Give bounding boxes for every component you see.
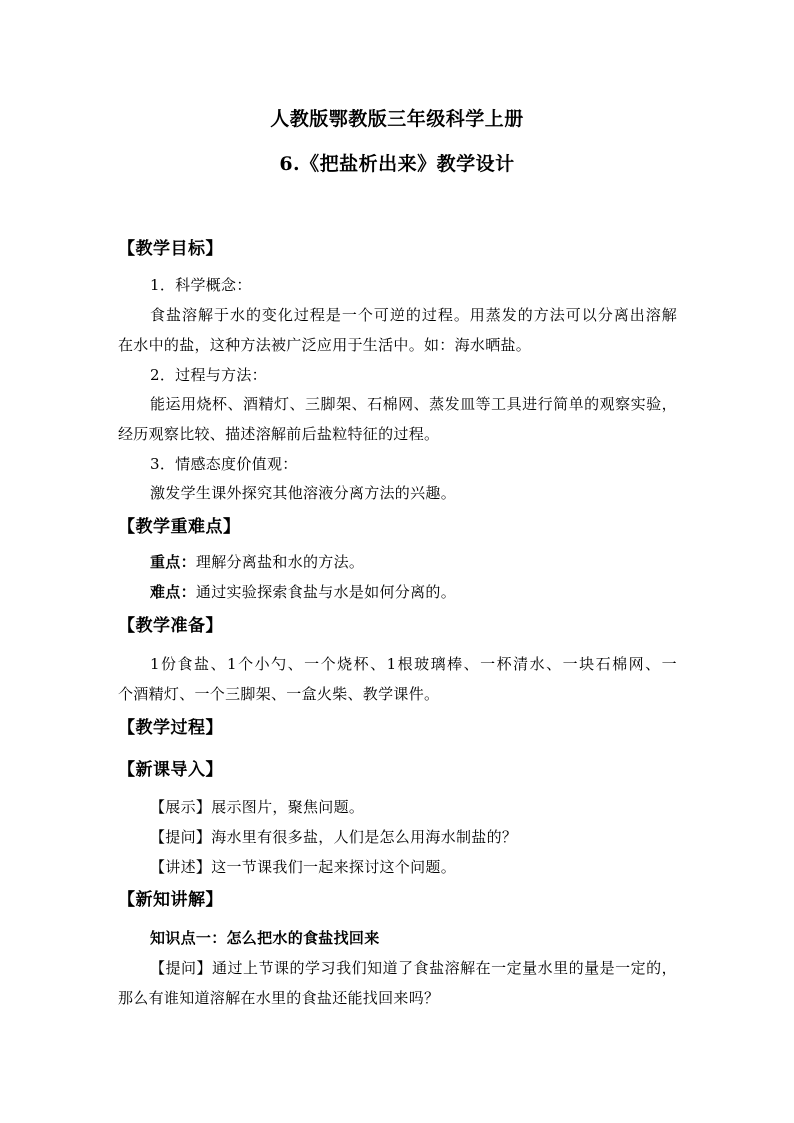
doc-title-lesson: 6.《把盐析出来》教学设计 [279,153,515,175]
goal3-line1: 激发学生课外探究其他溶液分离方法的兴趣。 [150,484,457,502]
goal2-line1: 能运用烧杯、酒精灯、三脚架、石棉网、蒸发皿等工具进行简单的观察实验， [150,395,677,413]
goal1-line2: 在水中的盐，这种方法被广泛应用于生活中。如：海水晒盐。 [118,336,532,354]
heading-preparation: 【教学准备】 [118,616,223,636]
key-point-line [150,551,364,572]
heading-new-knowledge: 【新知讲解】 [118,890,223,910]
doc-title-series: 人教版鄂教版三年级科学上册 [270,108,524,130]
heading-teaching-goals: 【教学目标】 [118,239,223,259]
goal3-title: 3．情感态度价值观： [150,455,298,473]
prep-line1: 1份食盐、1个小勺、一个烧杯、1根玻璃棒、一杯清水、一块石棉网、一 [150,655,677,673]
intro-talk: 【讲述】这一节课我们一起来探讨这个问题。 [150,858,457,876]
heading-process: 【教学过程】 [118,718,223,738]
difficulty-text: 通过实验探索食盐与水是如何分离的。 [195,583,457,601]
goal2-title: 2．过程与方法： [150,366,267,384]
key-point-label: 重点： [150,553,196,571]
heading-key-points: 【教学重难点】 [118,517,241,537]
point1-line2: 那么有谁知道溶解在水里的食盐还能找回来吗？ [118,989,440,1007]
difficulty-line [150,581,456,602]
difficulty-label: 难点： [150,583,196,601]
point1-line1: 【提问】通过上节课的学习我们知道了食盐溶解在一定量水里的量是一定的， [150,959,677,977]
key-point-text: 理解分离盐和水的方法。 [195,553,365,571]
point1-title: 知识点一：怎么把水的食盐找回来 [150,929,380,947]
goal1-line1: 食盐溶解于水的变化过程是一个可逆的过程。用蒸发的方法可以分离出溶解 [150,306,677,324]
prep-line2: 个酒精灯、一个三脚架、一盒火柴、教学课件。 [118,685,440,703]
goal2-line2: 经历观察比较、描述溶解前后盐粒特征的过程。 [118,425,440,443]
goal1-title: 1．科学概念： [150,276,252,294]
intro-show: 【展示】展示图片，聚焦问题。 [150,798,365,816]
heading-intro: 【新课导入】 [118,760,223,780]
intro-ask: 【提问】海水里有很多盐，人们是怎么用海水制盐的？ [150,828,518,846]
